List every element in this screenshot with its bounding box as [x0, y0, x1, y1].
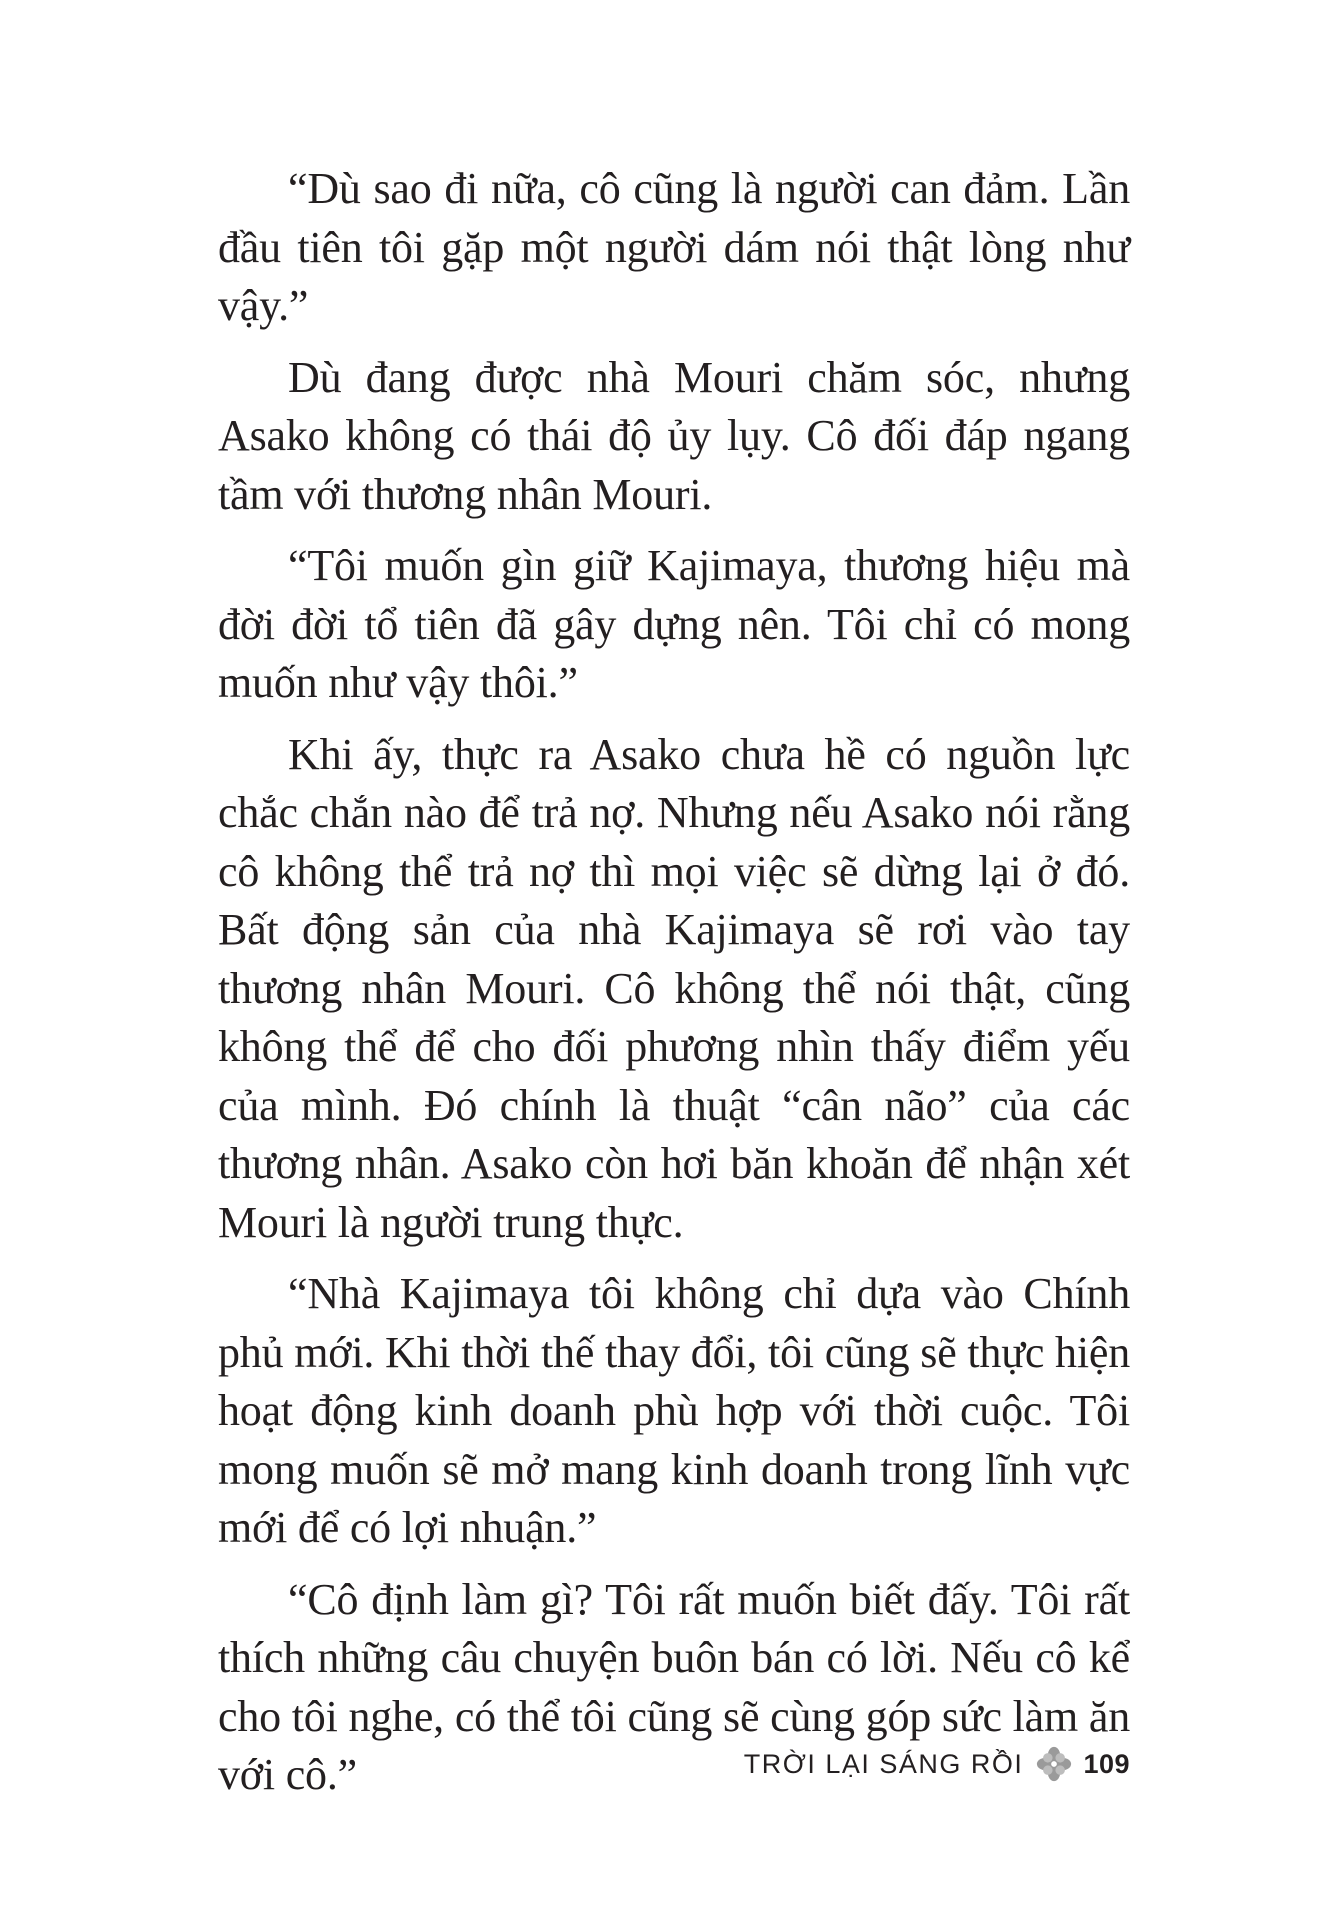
paragraph-6: “Cô định làm gì? Tôi rất muốn biết đấy. Tôi rất thích những câu chuyện buôn bán có lời. Nếu cô kể cho tôi nghe, có thể tôi cũng sẽ cùng góp sức làm ăn với cô.”: [218, 1574, 1130, 1799]
paragraph-3: “Tôi muốn gìn giữ Kajimaya, thương hiệu mà đời đời tổ tiên đã gây dựng nên. Tôi chỉ có mong muốn như vậy thôi.”: [218, 541, 1130, 707]
paragraph-4: Khi ấy, thực ra Asako chưa hề có nguồn lực chắc chắn nào để trả nợ. Nhưng nếu Asako nói rằng cô không thể trả nợ thì mọi việc sẽ dừng lại ở đó. Bất động sản của nhà Kajimaya sẽ rơi vào tay thương nhân Mouri. Cô không thể nói thật, cũng không thể để cho đối phương nhìn thấy điểm yếu của mình. Đó chính là thuật “cân não” của các thương nhân. Asako còn hơi băn khoăn để nhận xét Mouri là người trung thực.: [218, 729, 1130, 1247]
running-title: TRỜI LẠI SÁNG RỒI: [743, 1748, 1024, 1779]
clover-icon: [1035, 1745, 1073, 1783]
page-number: 109: [1083, 1748, 1130, 1779]
book-page-text: [218, 160, 1130, 1818]
paragraph-5: “Nhà Kajimaya tôi không chỉ dựa vào Chính phủ mới. Khi thời thế thay đổi, tôi cũng sẽ thực hiện hoạt động kinh doanh phù hợp với thời cuộc. Tôi mong muốn sẽ mở mang kinh doanh trong lĩnh vực mới để có lợi nhuận.”: [218, 1269, 1130, 1552]
paragraph-1: “Dù sao đi nữa, cô cũng là người can đảm. Lần đầu tiên tôi gặp một người dám nói thật lòng như vậy.”: [218, 164, 1130, 330]
page-footer: [744, 1744, 1130, 1784]
paragraph-2: Dù đang được nhà Mouri chăm sóc, nhưng Asako không có thái độ ủy lụy. Cô đối đáp ngang tầm với thương nhân Mouri.: [218, 352, 1130, 519]
